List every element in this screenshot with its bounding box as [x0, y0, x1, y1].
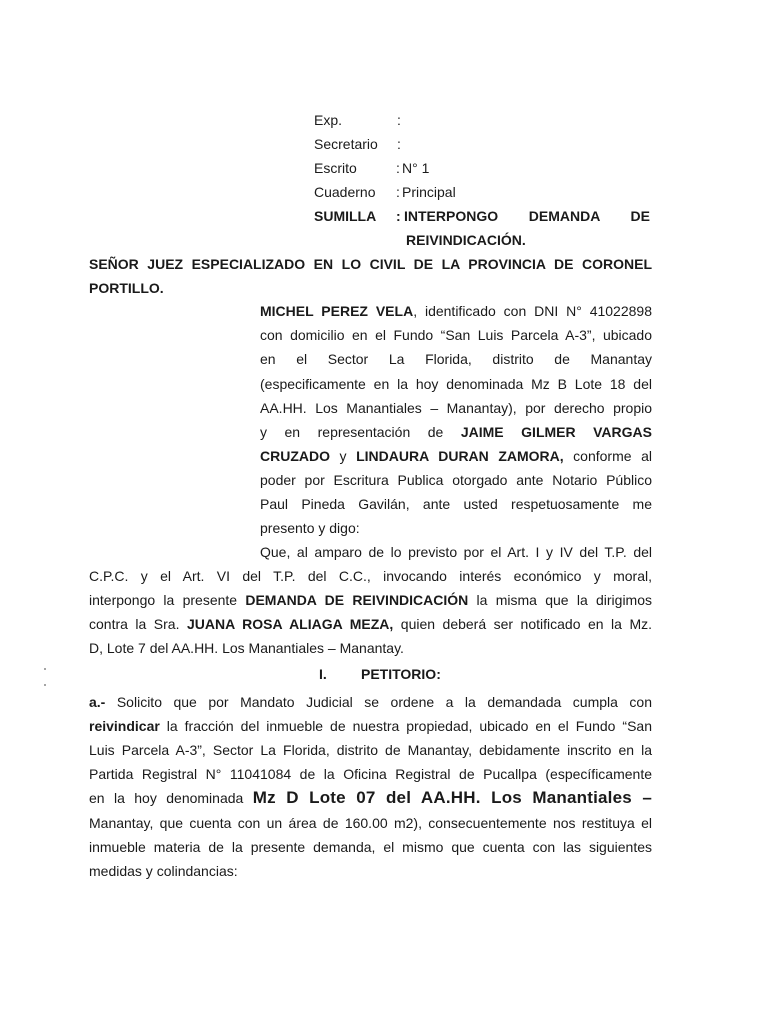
section-number: I. — [319, 666, 327, 682]
addressee-line1: SEÑOR JUEZ ESPECIALIZADO EN LO CIVIL DE LA PROVINCIA DE CORONEL — [89, 256, 652, 272]
representative-name-1a: JAIME GILMER VARGAS — [460, 424, 652, 440]
representative-name-1b: CRUZADO — [260, 448, 330, 464]
intro-line-5: AA.HH. Los Manantiales – Manantay), por derecho propio — [260, 400, 652, 416]
section-title: PETITORIO: — [361, 666, 441, 682]
sumilla-value-line1: INTERPONGO DEMANDA DE — [404, 208, 650, 224]
property-location: Mz D Lote 07 del AA.HH. Los Manantiales — [252, 788, 632, 807]
intro-line-4: (especificamente en la hoy denominada Mz B Lote 18 del — [260, 376, 652, 392]
addressee-line2: PORTILLO. — [89, 280, 164, 296]
que-line-4-text-c: quien deberá ser notificado en la Mz. — [393, 616, 652, 632]
que-line-1: Que, al amparo de lo previsto por el Art. I y IV del T.P. del — [260, 544, 652, 560]
scan-speck — [44, 668, 46, 670]
intro-line-8: poder por Escritura Publica otorgado ante Notario Público — [260, 472, 652, 488]
sumilla-row — [314, 204, 650, 228]
intro-line-10: presento y digo: — [260, 520, 360, 536]
demand-type: DEMANDA DE REIVINDICACIÓN — [245, 592, 469, 608]
intro-line-1 — [260, 299, 652, 323]
petitorio-line-1 — [89, 690, 652, 714]
escrito-value: N° 1 — [402, 160, 430, 176]
intro-line-7-y: y — [330, 448, 357, 464]
petitorio-line-1-text: Solicito que por Mandato Judicial se ordene a la demandada cumpla con — [105, 694, 652, 710]
representative-name-2: LINDAURA DURAN ZAMORA, — [356, 448, 564, 464]
que-line-5: D, Lote 7 del AA.HH. Los Manantiales – Manantay. — [89, 640, 404, 656]
secretario-row — [314, 132, 650, 156]
intro-line-1-text: , identificado con DNI N° 41022898 — [413, 303, 652, 319]
sumilla-label: SUMILLA — [314, 208, 377, 224]
escrito-row — [314, 156, 650, 180]
que-line-4-text-a: contra la Sra. — [89, 616, 187, 632]
item-marker-a: a.- — [89, 694, 106, 710]
que-line-3-text-c: la misma que la dirigimos — [468, 592, 653, 608]
petitorio-line-5-text: en la hoy denominada — [89, 790, 253, 806]
petitorio-line-2 — [89, 714, 652, 738]
que-line-2: C.P.C. y el Art. VI del T.P. del C.C., invocando interés económico y moral, — [89, 568, 652, 584]
petitorio-line-2-text: la fracción del inmueble de nuestra propiedad, ubicado en el Fundo “San — [159, 718, 652, 734]
reivindicar-word: reivindicar — [89, 718, 160, 734]
exp-label: Exp. — [314, 112, 343, 128]
petitorio-line-3: Luis Parcela A-3”, Sector La Florida, distrito de Manantay, debidamente inscrito en la — [89, 742, 652, 758]
que-line-3-text-a: interpongo la presente — [89, 592, 246, 608]
que-line-4 — [89, 612, 652, 636]
scan-speck — [44, 684, 46, 686]
secretario-label: Secretario — [314, 136, 378, 152]
intro-line-3: en el Sector La Florida, distrito de Manantay — [260, 351, 652, 367]
petitorio-line-6: Manantay, que cuenta con un área de 160.00 m2), consecuentemente nos restituya el — [89, 815, 652, 831]
exp-row — [314, 108, 650, 132]
case-header — [314, 108, 650, 252]
cuaderno-colon: : — [396, 184, 400, 200]
defendant-name: JUANA ROSA ALIAGA MEZA, — [186, 616, 394, 632]
intro-line-9: Paul Pineda Gavilán, ante usted respetuosamente me — [260, 496, 652, 512]
intro-line-7-text: conforme al — [563, 448, 652, 464]
sumilla-value-line2: REIVINDICACIÓN. — [406, 232, 526, 248]
cuaderno-label: Cuaderno — [314, 184, 376, 200]
escrito-colon: : — [396, 160, 400, 176]
secretario-colon: : — [397, 136, 401, 152]
petitorio-line-5-dash: – — [631, 788, 652, 807]
exp-value — [407, 108, 650, 132]
escrito-label: Escrito — [314, 160, 357, 176]
cuaderno-value: Principal — [402, 184, 456, 200]
petitorio-line-5 — [89, 786, 652, 810]
que-line-3 — [89, 588, 652, 612]
exp-colon: : — [397, 112, 401, 128]
intro-line-2: con domicilio en el Fundo “San Luis Parcela A-3”, ubicado — [260, 327, 652, 343]
secretario-value — [407, 132, 650, 156]
cuaderno-row — [314, 180, 650, 204]
section-heading — [319, 666, 441, 682]
intro-line-7 — [260, 444, 652, 468]
sumilla-colon: : — [396, 208, 401, 224]
petitorio-line-4: Partida Registral N° 11041084 de la Oficina Registral de Pucallpa (específicamente — [89, 766, 652, 782]
plaintiff-name: MICHEL PEREZ VELA — [260, 303, 414, 319]
petitorio-line-8: medidas y colindancias: — [89, 863, 238, 879]
petitorio-line-7: inmueble materia de la presente demanda, el mismo que cuenta con las siguientes — [89, 839, 652, 855]
intro-line-6 — [260, 420, 652, 444]
intro-line-6-text: y en representación de — [260, 424, 461, 440]
